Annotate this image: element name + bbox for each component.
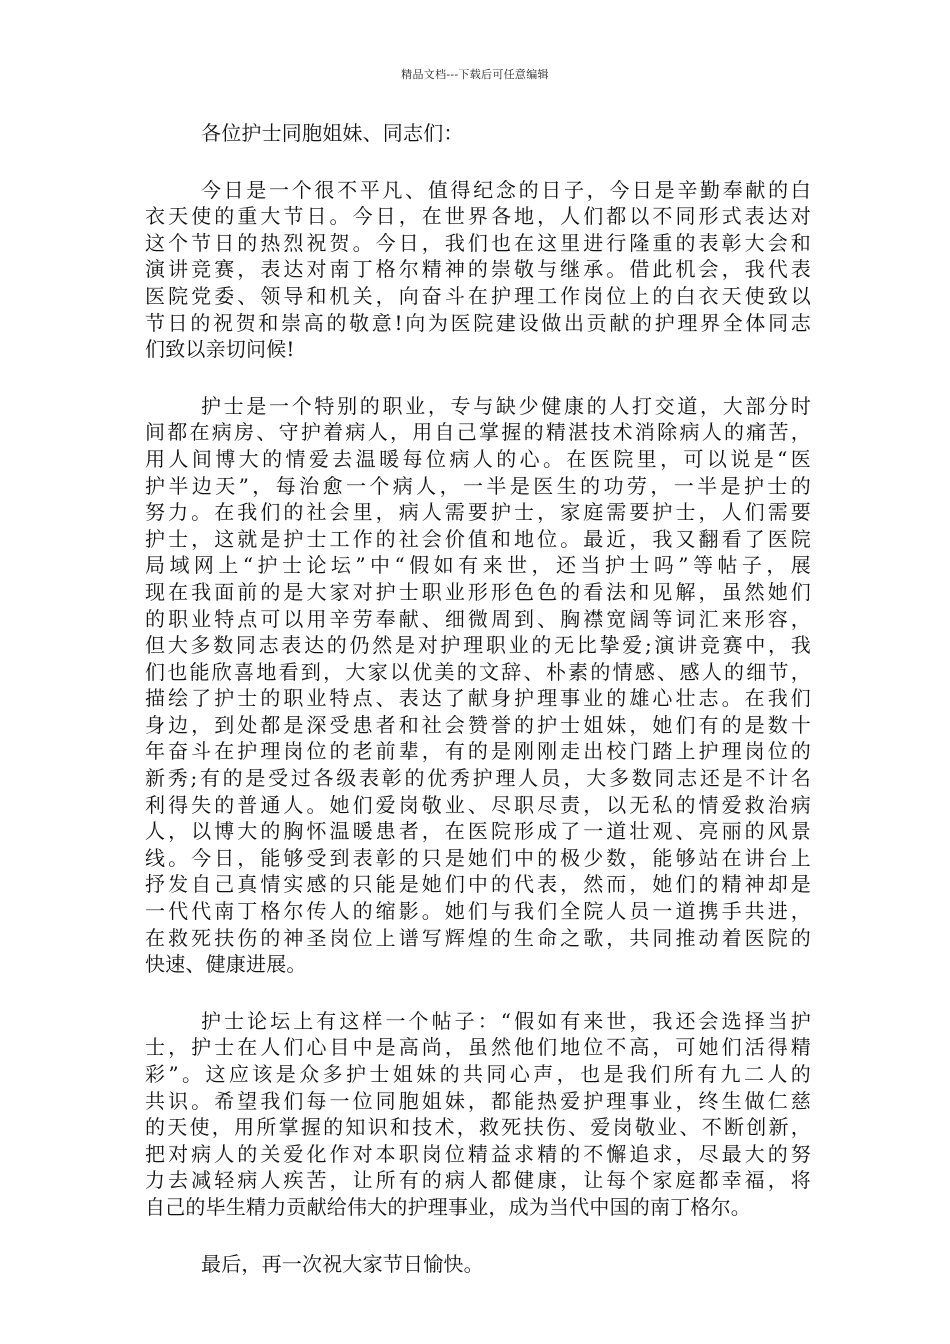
text-line: 利得失的普通人。她们爱岗敬业、尽职尽责，以无私的情爱救治病 [145,792,811,817]
closing-paragraph [145,1251,811,1278]
text-line: 们致以亲切问候! [145,337,295,362]
text-line: 现在我面前的是大家对护士职业形形色色的看法和见解，虽然她们 [145,579,811,604]
text-line: 描绘了护士的职业特点、表达了献身护理事业的雄心壮志。在我们 [145,686,811,711]
text-line: 身边，到处都是深受患者和社会赞誉的护士姐妹，她们有的是数十 [145,712,811,737]
text-line: 但大多数同志表达的仍然是对护理职业的无比挚爱;演讲竞赛中，我 [145,633,811,658]
text-line: 抒发自己真情实感的只能是她们中的代表，然而，她们的精神却是 [145,872,811,897]
page-header: 精品文档---下载后可任意编辑 [401,68,549,81]
text-line: 节日的祝贺和崇高的敬意!向为医院建设做出贡献的护理界全体同志 [145,310,811,335]
text-line: 新秀;有的是受过各级表彰的优秀护理人员，大多数同志还是不计名 [145,766,811,791]
text-line: 局域网上“护士论坛”中“假如有来世，还当护士吗”等帖子，展 [145,553,811,578]
text-line: 护半边天”，每治愈一个病人，一半是医生的功劳，一半是护士的 [145,473,811,498]
text-line: 衣天使的重大节日。今日，在世界各地，人们都以不同形式表达对 [145,204,811,229]
text-line: 医院党委、领导和机关，向奋斗在护理工作岗位上的白衣天使致以 [145,283,811,308]
text-line: 一代代南丁格尔传人的缩影。她们与我们全院人员一道携手共进， [145,899,811,924]
text-line: 护士论坛上有这样一个帖子：“假如有来世，我还会选择当护 [201,1008,811,1033]
text-line: 共识。希望我们每一位同胞姐妹，都能热爱护理事业，终生做仁慈 [145,1088,811,1113]
text-line: 把对病人的关爱化作对本职岗位精益求精的不懈追求，尽最大的努 [145,1141,811,1166]
text-line: 士，护士在人们心目中是高尚，虽然他们地位不高，可她们活得精 [145,1035,811,1060]
text-line: 用人间博大的情爱去温暖每位病人的心。在医院里，可以说是“医 [145,446,811,471]
text-line: 最后，再一次祝大家节日愉快。 [201,1251,484,1276]
document-body [145,120,811,1307]
text-line: 线。今日，能够受到表彰的只是她们中的极少数，能够站在讲台上 [145,845,811,870]
text-line: 护士，这就是护士工作的社会价值和地位。最近，我又翻看了医院 [145,526,811,551]
text-line: 的天使，用所掌握的知识和技术，救死扶伤、爱岗敬业、不断创新， [145,1115,811,1140]
text-line: 快速、健康进展。 [145,952,307,977]
salutation-paragraph [145,120,811,147]
text-line: 努力。在我们的社会里，病人需要护士，家庭需要护士，人们需要 [145,500,811,525]
text-line: 间都在病房、守护着病人，用自己掌握的精湛技术消除病人的痛苦， [145,420,811,445]
text-line: 力去减轻病人疾苦，让所有的病人都健康，让每个家庭都幸福，将 [145,1168,811,1193]
text-line: 各位护士同胞姐妹、同志们： [201,121,464,145]
body-paragraph-nursing [145,393,811,978]
text-line: 自己的毕生精力贡献给伟大的护理事业，成为当代中国的南丁格尔。 [145,1194,751,1219]
opening-paragraph [145,177,811,363]
text-line: 在救死扶伤的神圣岗位上谱写辉煌的生命之歌，共同推动着医院的 [145,925,811,950]
text-line: 护士是一个特别的职业，专与缺少健康的人打交道，大部分时 [201,393,811,418]
body-paragraph-forum [145,1008,811,1221]
text-line: 们也能欣喜地看到，大家以优美的文辞、朴素的情感、感人的细节， [145,659,811,684]
text-line: 这个节日的热烈祝贺。今日，我们也在这里进行隆重的表彰大会和 [145,230,811,255]
text-line: 演讲竞赛，表达对南丁格尔精神的崇敬与继承。借此机会，我代表 [145,257,811,282]
text-line: 彩”。这应该是众多护士姐妹的共同心声，也是我们所有九二人的 [145,1062,811,1086]
text-line: 今日是一个很不平凡、值得纪念的日子，今日是辛勤奉献的白 [201,177,811,202]
text-line: 人，以博大的胸怀温暖患者，在医院形成了一道壮观、亮丽的风景 [145,819,811,844]
text-line: 的职业特点可以用辛劳奉献、细微周到、胸襟宽阔等词汇来形容， [145,606,811,631]
text-line: 年奋斗在护理岗位的老前辈，有的是刚刚走出校门踏上护理岗位的 [145,739,811,764]
